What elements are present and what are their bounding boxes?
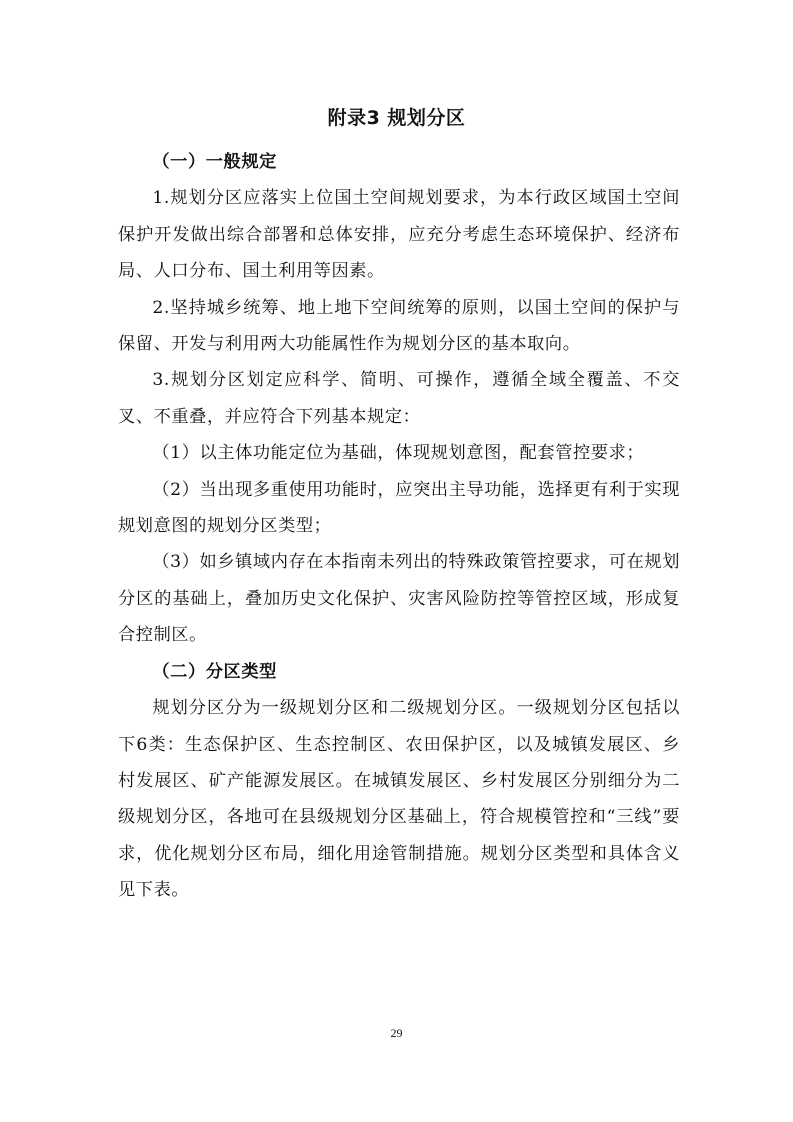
paragraph-3-item-2: （2）当出现多重使用功能时，应突出主导功能，选择更有利于实现规划意图的规划分区类型； <box>118 479 680 537</box>
paragraph-1: 1.规划分区应落实上位国土空间规划要求，为本行政区域国土空间保护开发做出综合部署和总体安排，应充分考虑生态环境保护、经济布局、人口分布、国土利用等因素。 <box>118 188 680 282</box>
paragraph-3-item-3: （3）如乡镇域内存在本指南未列出的特殊政策管控要求，可在规划分区的基础上，叠加历史文化保护、灾害风险防控等管控区域，形成复合控制区。 <box>118 552 680 646</box>
page-title: 附录3 规划分区 <box>327 107 466 129</box>
section-heading-zone-types: （二）分区类型 <box>152 661 277 682</box>
section-heading-general: （一）一般规定 <box>152 152 277 172</box>
paragraph-3-item-1: （1）以主体功能定位为基础，体现规划意图，配套管控要求； <box>152 443 645 464</box>
paragraph-3: 3.规划分区划定应科学、简明、可操作，遵循全域全覆盖、不交叉、不重叠，并应符合下列基本规定： <box>118 370 680 427</box>
paragraph-4: 规划分区分为一级规划分区和二级规划分区。一级规划分区包括以下6类：生态保护区、生态控制区、农田保护区，以及城镇发展区、乡村发展区、矿产能源发展区。在城镇发展区、乡村发展区分别细分为二级规划分区，各地可在县级规划分区基础上，符合规模管控和“三线”要求，优化规划分区布局，细化用途管制措施。规划分区类型和具体含义见下表。 <box>118 698 680 901</box>
document-body <box>118 144 680 909</box>
paragraph-2: 2.坚持城乡统筹、地上地下空间统筹的原则，以国土空间的保护与保留、开发与利用两大功能属性作为规划分区的基本取向。 <box>118 297 680 355</box>
page-number: 29 <box>390 1026 403 1040</box>
